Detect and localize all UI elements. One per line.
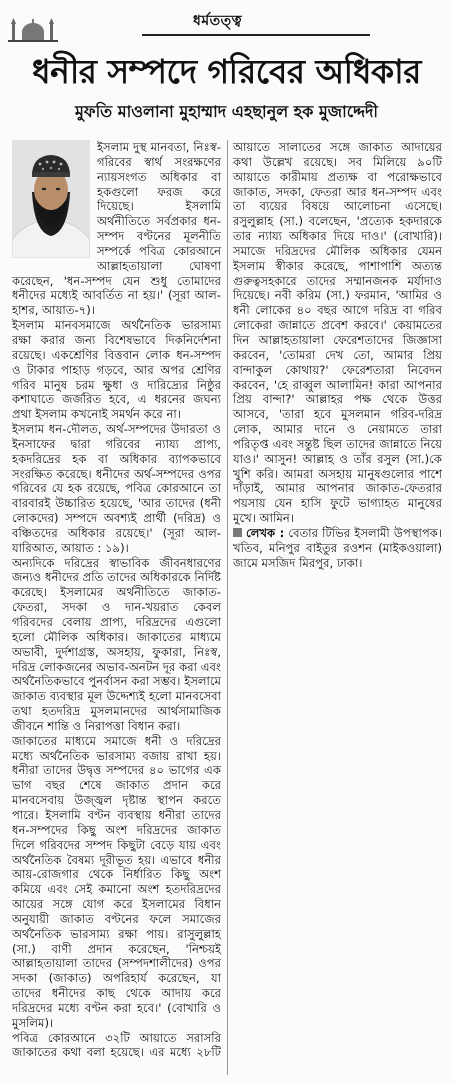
article-paragraph-3: অন্যদিকে দরিদ্রের স্বাভাবিক জীবনধারণের জন্যও ধনীদের প্রতি তাদের অধিকারকে নির্দিষ্ট করেছে। ইসলামের অর্থনীতিতে জাকাত-ফেতরা, সদকা ও দান-খয়রাত কেবল গরিবদের বেলায় প্রাপ্য, দরিদ্রদের এগুলো হলো মৌলিক অধিকার। জাকাতের মাধ্যমে অভাবী, দুর্দশাগ্রস্ত, অসহায়, ফুকারা, নিঃস্ব, দরিদ্র লোকজনের অভাব-অনটন দূর করা এবং অর্থনৈতিকভাবে পুনর্বাসন করা সম্ভব। ইসলামে জাকাত ব্যবস্থার মূল উদ্দেশ্যই হলো মানবসেবা তথা হতদরিদ্র মুসলমানদের আর্থসামাজিক জীবনে শান্তি ও নিরাপত্তা বিধান করা।	[12, 555, 221, 733]
article-paragraph-1: ইসলাম মানবসমাজে অর্থনৈতিক ভারসাম্য রক্ষা করার জন্য বিশেষভাবে দিকনির্দেশনা রয়েছে। একশ্রেণির বিত্তবান লোক ধন-সম্পদ ও টাকার পাহাড় গড়বে, আর অপর শ্রেণির গরিব মানুষ চরম ক্ষুধা ও দারিদ্র্যের নিষ্ঠুর কশাঘাতে জর্জরিত হবে, এ ধরনের জঘন্য প্রথা ইসলাম কখনোই সমর্থন করে না।	[12, 318, 221, 422]
author-photo	[12, 140, 90, 258]
author-note	[233, 526, 442, 571]
article-paragraph-5: পবিত্র কোরআনে ৩২টি আয়াতে সরাসরি জাকাতের কথা বলা হয়েছে। এর মধ্যে ২৮টি আয়াতে সালাতের সঙ্গে জাকাত আদায়ের কথা উল্লেখ রয়েছে। সব মিলিয়ে ৯০টি আয়াতে কারীমায় প্রত্যক্ষ বা পরোক্ষভাবে জাকাত, সদকা, ফেতরা আর ধন-সম্পদ এবং তা ব্যয়ের বিষয়ে আলোচনা এসেছে। রসুলুল্লাহ (সা.) বলেছেন, 'প্রত্যেক হকদারকে তার ন্যায্য অধিকার দিয়ে দাও।' (বোখারি)। সমাজে দরিদ্রদের মৌলিক অধিকার যেমন ইসলাম স্বীকার করেছে, পাশাপাশি অত্যন্ত গুরুত্বসহকারে তাদের সম্মানজনক মর্যাদাও দিয়েছে। নবী করিম (সা.) ফরমান, 'আমির ও ধনী লোকের ৪০ বছর আগে দরিদ্র বা গরিব লোকেরা জান্নাতে প্রবেশ করবে।' কেয়ামতের দিন আল্লাহতায়ালা ফেরেশতাদের জিজ্ঞাসা করবেন, 'তোমরা দেখ তো, আমার প্রিয় বান্দাকুল কোথায়?' ফেরেশতারা নিবেদন করবেন, 'হে রাব্বুল আলামিন! কারা আপনার প্রিয় বান্দা?' আল্লাহর পক্ষ থেকে উত্তর আসবে, 'তারা হবে মুসলমান গরিব-দরিদ্র লোক, আমার দানে ও নেয়ামতে তারা পরিতৃপ্ত এবং সন্তুষ্ট ছিল তাদের জান্নাতে নিয়ে যাও।' আসুন! আল্লাহ ও তাঁর রসুল (সা.)কে খুশি করি। আমরা অসহায় মানুষগুলোর পাশে দাঁড়াই, আমার আপনার জাকাত-ফেতরার পয়সায় যেন হাসি ফুটে ভাগ্যাহত মানুষের মুখে। আমিন।	[12, 140, 442, 1060]
article-body	[12, 140, 442, 1075]
article-intro: ইসলাম দুস্থ মানবতা, নিঃস্ব-গরিবের স্বার্থ সংরক্ষণের ন্যায়সংগত অধিকার বা হকগুলো ফরজ করে দিয়েছে। ইসলামি অর্থনীতিতে সর্বপ্রকার ধন-সম্পদ বণ্টনের মূলনীতি সম্পর্কে পবিত্র কোরআনে আল্লাহতায়ালা ঘোষণা করেছেন, 'ধন-সম্পদ যেন শুধু তোমাদের ধনীদের মধ্যেই আবর্তিত না হয়।' (সূরা আল-হাশর, আয়াত-৭)।	[12, 140, 221, 318]
section-divider	[142, 34, 370, 36]
author-name: মুফতি মাওলানা মুহাম্মাদ এহছানুল হক মুজাদ্দেদী	[75, 102, 378, 121]
author-note-label: লেখক :	[246, 525, 285, 540]
mosque-skyline-icon	[8, 14, 58, 44]
section-label: ধর্মতত্ত্ব	[193, 13, 243, 29]
square-bullet-icon	[233, 528, 242, 537]
author-note-text: বেতার টিভির ইসলামী উপস্থাপক। খতিব, মনিপুর বাইতুর রওশন (মাইকওয়ালা) জামে মসজিদ মিরপুর, ঢাকা।	[233, 525, 442, 570]
article-paragraph-4: জাকাতের মাধ্যমে সমাজে ধনী ও দরিদ্রের মধ্যে অর্থনৈতিক ভারসাম্য বজায় রাখা হয়। ধনীরা তাদের উদ্বৃত্ত সম্পদের ৪০ ভাগের এক ভাগ বছর শেষে জাকাত প্রদান করে মানবসেবায় উজ্জ্বল দৃষ্টান্ত স্থাপন করতে পারে। ইসলামি বণ্টন ব্যবস্থায় ধনীরা তাদের ধন-সম্পদের কিছু অংশ দরিদ্রদের জাকাত দিলে গরিবদের সম্পদ কিছুটা বেড়ে যায় এবং অর্থনৈতিক বৈষম্য দূরীভূত হয়। এভাবে ধনীর আয়-রোজগার থেকে নির্ধারিত কিছু অংশ কমিয়ে এবং সেই কমানো অংশ হতদরিদ্রদের আয়ের সঙ্গে যোগ করে ইসলামের বিধান অনুযায়ী জাকাত বণ্টনের ফলে সমাজের অর্থনৈতিক ভারসাম্য রক্ষা পায়। রাসুলুল্লাহ (সা.) বাণী প্রদান করেছেন, 'নিশ্চয়ই আল্লাহতায়ালা তাদের (সম্পদশালীদের) ওপর সদকা (জাকাত) অপরিহার্য করেছেন, যা তাদের ধনীদের কাছ থেকে আদায় করে দরিদ্রদের মধ্যে বণ্টন করা হবে।' (বোখারি ও মুসলিম)।	[12, 733, 221, 1030]
headline: ধনীর সম্পদে গরিবের অধিকার	[32, 52, 421, 91]
article-paragraph-2: ইসলাম ধন-দৌলত, অর্থ-সম্পদের উদারতা ও ইনসাফের দ্বারা গরিবের ন্যায্য প্রাপ্য, হকদরিদ্রের হক বা অধিকার ব্যাপকভাবে সংরক্ষিত করেছে। ধনীদের অর্থ-সম্পদের ওপর গরিবের যে হক রয়েছে, পবিত্র কোরআনে তা বারবারই উচ্চারিত হয়েছে, 'আর তাদের (ধনী লোকদের) সম্পদে অবশ্যই প্রার্থী (দরিদ্র) ও বঞ্চিতদের অধিকার রয়েছে।' (সূরা আল-যারিআত, আয়াত : ১৯)।	[12, 422, 221, 555]
